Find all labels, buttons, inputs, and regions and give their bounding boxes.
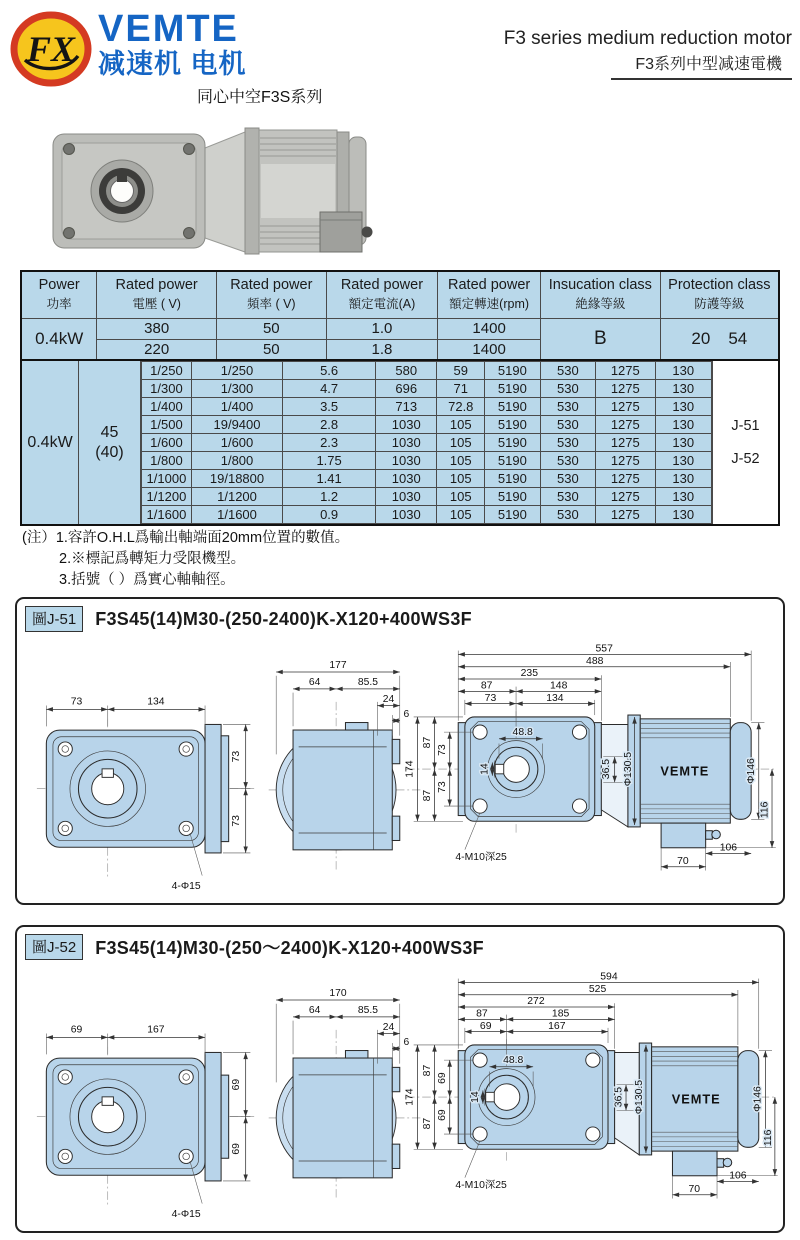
val-cell: 105: [437, 452, 485, 470]
val-cell: 530: [540, 488, 595, 506]
figure-ref-cell: [712, 361, 778, 524]
val-cell: 530: [540, 416, 595, 434]
dim-label: 73: [70, 696, 83, 708]
series-label: 同心中空F3S系列: [197, 89, 323, 106]
current-value: 1.8: [326, 339, 438, 360]
ratio2-cell: 1/800: [191, 452, 282, 470]
speed-value: 1400: [438, 339, 541, 360]
spec-header-row: [21, 271, 779, 318]
frequency-value: 50: [216, 339, 326, 360]
ratio-cell: 1/400: [142, 398, 192, 416]
val-cell: 105: [437, 434, 485, 452]
val-cell: 2.3: [283, 434, 376, 452]
front-view-drawing: [35, 1009, 257, 1231]
dim-label: 73: [436, 781, 448, 793]
val-cell: 3.5: [283, 398, 376, 416]
ratio2-cell: 1/1200: [191, 488, 282, 506]
model-title: F3S45(14)M30-(250-2400)K-X120+400WS3F: [95, 608, 472, 629]
dim-label: 272: [527, 996, 545, 1008]
ratio2-cell: 19/9400: [191, 416, 282, 434]
dim-label: Φ130.5: [634, 1079, 646, 1115]
figure-badge: 圖J-52: [25, 934, 83, 960]
val-cell: 5190: [485, 434, 541, 452]
dim-label: 116: [763, 1129, 775, 1147]
tap-callout: 4-M10深25: [455, 1180, 507, 1192]
figure-panel-j52: [15, 925, 785, 1233]
dim-label: 85.5: [357, 677, 378, 689]
ratio-row: [142, 362, 712, 380]
ratio-cell: 1/1200: [142, 488, 192, 506]
dim-label: 24: [382, 693, 395, 705]
ratio2-cell: 1/400: [191, 398, 282, 416]
dim-label: 148: [550, 680, 568, 692]
val-cell: 580: [376, 362, 437, 380]
val-cell: 130: [655, 362, 711, 380]
val-cell: 530: [540, 380, 595, 398]
val-cell: 1275: [596, 488, 655, 506]
logo-glyph: FX: [26, 29, 76, 69]
shaft-span-cell: 45 (40): [79, 361, 141, 524]
val-cell: 105: [437, 488, 485, 506]
spec-table-section: [20, 270, 780, 526]
ratio-row: [142, 506, 712, 524]
dim-label: 170: [329, 988, 347, 1000]
val-cell: 696: [376, 380, 437, 398]
product-photo: [38, 116, 373, 273]
val-cell: 1030: [376, 452, 437, 470]
page-title-block: [504, 28, 792, 80]
assembly-view-drawing: [400, 971, 780, 1208]
val-cell: 530: [540, 470, 595, 488]
val-cell: 1275: [596, 362, 655, 380]
dim-label: 167: [147, 1024, 165, 1036]
protection-value: 20 54: [660, 318, 779, 360]
col-protection: Protection class 防護等級: [660, 271, 779, 318]
dim-label: 134: [546, 692, 564, 704]
dim-label: 557: [595, 643, 613, 655]
val-cell: 105: [437, 470, 485, 488]
figure-badge: 圖J-51: [25, 606, 83, 632]
val-cell: 59: [437, 362, 485, 380]
page-title-en: F3 series medium reduction motor: [503, 28, 792, 49]
val-cell: 1030: [376, 416, 437, 434]
tap-callout: 4-M10深25: [455, 852, 507, 864]
dim-label: 106: [719, 842, 738, 854]
voltage-value: 220: [97, 339, 217, 360]
note-line-1: (注）1.容許O.H.L爲輸出軸端面20mm位置的數值。: [22, 530, 350, 546]
val-cell: 2.8: [283, 416, 376, 434]
val-cell: 130: [655, 470, 711, 488]
dim-label: 594: [600, 971, 618, 983]
note-line-2: 2.※標記爲轉矩力受限機型。: [59, 551, 246, 568]
col-speed: Rated power 額定轉速(rpm): [438, 271, 541, 318]
dim-label: 14: [479, 763, 491, 775]
val-cell: 0.9: [283, 506, 376, 524]
val-cell: 71: [437, 380, 485, 398]
val-cell: 1030: [376, 470, 437, 488]
dim-label: 70: [688, 1183, 701, 1195]
dim-label: 85.5: [357, 1005, 378, 1017]
val-cell: 5190: [485, 416, 541, 434]
val-cell: 105: [437, 416, 485, 434]
spec-row-380v: [21, 318, 779, 339]
power-value: 0.4kW: [21, 318, 97, 360]
figure-panel-j51: [15, 597, 785, 905]
front-view-drawing: [35, 681, 257, 903]
val-cell: 1275: [596, 470, 655, 488]
val-cell: 1275: [596, 452, 655, 470]
val-cell: 713: [376, 398, 437, 416]
ratio-row: [142, 434, 712, 452]
dim-label: 106: [729, 1170, 747, 1182]
val-cell: 4.7: [283, 380, 376, 398]
val-cell: 72.8: [437, 398, 485, 416]
ratio-row: [142, 416, 712, 434]
dim-label: 6: [403, 1036, 410, 1048]
spec-table-lower: [20, 361, 780, 526]
ratio-cell: 1/250: [142, 362, 192, 380]
ratio2-cell: 1/1600: [191, 506, 282, 524]
dim-label: 73: [484, 692, 497, 704]
dim-label: 69: [231, 1143, 243, 1155]
ratio-row: [142, 398, 712, 416]
dim-label: 87: [480, 680, 493, 692]
dim-label: 87: [476, 1008, 488, 1020]
col-insulation: Insucation class 絶緣等級: [540, 271, 660, 318]
motor-brand-label: VEMTE: [671, 1091, 721, 1107]
ratio-cell: 1/800: [142, 452, 192, 470]
dim-label: 70: [677, 855, 689, 867]
val-cell: 130: [655, 452, 711, 470]
val-cell: 1275: [596, 506, 655, 524]
val-cell: 5190: [485, 452, 541, 470]
ratio-row: [142, 488, 712, 506]
power-span-cell: 0.4kW: [22, 361, 79, 524]
val-cell: 130: [655, 380, 711, 398]
ratio2-cell: 1/250: [191, 362, 282, 380]
val-cell: 5190: [485, 488, 541, 506]
col-current: Rated power 額定電流(A): [326, 271, 438, 318]
val-cell: 130: [655, 434, 711, 452]
ratio-row: [142, 452, 712, 470]
brand-name: VEMTE: [98, 8, 239, 50]
note-line-3: 3.括號（ ）爲實心軸軸徑。: [59, 572, 235, 589]
ratio-table: [141, 361, 712, 524]
ratio-cell: 1/500: [142, 416, 192, 434]
dim-label: 177: [329, 660, 347, 672]
val-cell: 530: [540, 398, 595, 416]
val-cell: 1275: [596, 416, 655, 434]
insulation-value: B: [540, 318, 660, 360]
dim-label: 69: [436, 1072, 448, 1084]
val-cell: 530: [540, 506, 595, 524]
dim-label: 174: [404, 760, 416, 778]
val-cell: 5190: [485, 380, 541, 398]
val-cell: 530: [540, 362, 595, 380]
dim-label: 48.8: [512, 726, 533, 738]
col-power: Power 功率: [21, 271, 97, 318]
hole-callout: 4-Φ15: [171, 880, 201, 892]
val-cell: 105: [437, 506, 485, 524]
dim-label: 116: [759, 801, 771, 819]
val-cell: 130: [655, 398, 711, 416]
panel-head: [25, 606, 472, 632]
val-cell: 1.2: [283, 488, 376, 506]
ratio-cell: 1/600: [142, 434, 192, 452]
dim-label: 36.5: [613, 1086, 625, 1108]
ratio-row: [142, 470, 712, 488]
frequency-value: 50: [216, 318, 326, 339]
dim-label: Φ146: [752, 1086, 764, 1112]
val-cell: 5.6: [283, 362, 376, 380]
val-cell: 1.41: [283, 470, 376, 488]
val-cell: 1275: [596, 380, 655, 398]
dim-label: 87: [421, 789, 433, 802]
val-cell: 1275: [596, 434, 655, 452]
val-cell: 1030: [376, 488, 437, 506]
dim-label: 87: [421, 1064, 433, 1077]
dim-label: 525: [588, 983, 607, 995]
dim-label: 87: [421, 736, 433, 749]
speed-value: 1400: [438, 318, 541, 339]
val-cell: 130: [655, 488, 711, 506]
dim-label: 64: [308, 1005, 321, 1017]
ratio2-cell: 1/600: [191, 434, 282, 452]
spec-table-upper: [20, 270, 780, 361]
brand-block: [98, 10, 247, 78]
dim-label: 73: [436, 744, 448, 756]
dim-label: 167: [548, 1020, 566, 1032]
brand-subtitle: 减速机 电机: [98, 49, 247, 79]
vemte-logo-icon: [10, 10, 92, 88]
ratio2-cell: 19/18800: [191, 470, 282, 488]
val-cell: 530: [540, 452, 595, 470]
notes: [22, 528, 349, 591]
ratio-cell: 1/1600: [142, 506, 192, 524]
figure-ref-j52: J-52: [731, 451, 760, 467]
current-value: 1.0: [326, 318, 438, 339]
val-cell: 1.75: [283, 452, 376, 470]
dim-label: Φ146: [746, 758, 758, 784]
motor-brand-label: VEMTE: [660, 763, 710, 779]
dim-label: 134: [147, 696, 165, 708]
dim-label: 235: [520, 668, 539, 680]
val-cell: 1275: [596, 398, 655, 416]
val-cell: 530: [540, 434, 595, 452]
dim-label: 73: [231, 815, 243, 827]
dim-label: 69: [70, 1024, 83, 1036]
ratio2-cell: 1/300: [191, 380, 282, 398]
val-cell: 5190: [485, 506, 541, 524]
dim-label: 69: [231, 1078, 243, 1091]
ratio-cell: 1/1000: [142, 470, 192, 488]
val-cell: 5190: [485, 398, 541, 416]
val-cell: 130: [655, 416, 711, 434]
dim-label: 24: [382, 1021, 395, 1033]
model-title: F3S45(14)M30-(250～2400)K-X120+400WS3F: [95, 938, 484, 958]
page-title-zh: F3系列中型减速電機: [611, 50, 792, 80]
val-cell: 130: [655, 506, 711, 524]
panel-head: [25, 934, 484, 960]
dim-label: 174: [404, 1088, 416, 1106]
voltage-value: 380: [97, 318, 217, 339]
ratio-row: [142, 380, 712, 398]
val-cell: 5190: [485, 470, 541, 488]
dim-label: 69: [436, 1109, 448, 1121]
col-frequency: Rated power 頻率 ( V): [216, 271, 326, 318]
figure-ref-j51: J-51: [731, 418, 760, 434]
dim-label: 36.5: [600, 758, 612, 780]
dim-label: 488: [586, 655, 604, 667]
dim-label: 14: [470, 1091, 482, 1103]
col-voltage: Rated power 電壓 ( V): [97, 271, 217, 318]
val-cell: 1030: [376, 506, 437, 524]
dim-label: 48.8: [503, 1054, 524, 1066]
ratio-cell: 1/300: [142, 380, 192, 398]
dim-label: 64: [308, 677, 321, 689]
val-cell: 5190: [485, 362, 541, 380]
assembly-view-drawing: [400, 643, 780, 880]
dim-label: 6: [403, 708, 410, 720]
hole-callout: 4-Φ15: [171, 1208, 201, 1220]
val-cell: 1030: [376, 434, 437, 452]
dim-label: 69: [479, 1020, 492, 1032]
dim-label: 73: [231, 750, 243, 763]
dim-label: 87: [421, 1117, 433, 1130]
dim-label: 185: [551, 1008, 570, 1020]
dim-label: Φ130.5: [622, 751, 634, 787]
